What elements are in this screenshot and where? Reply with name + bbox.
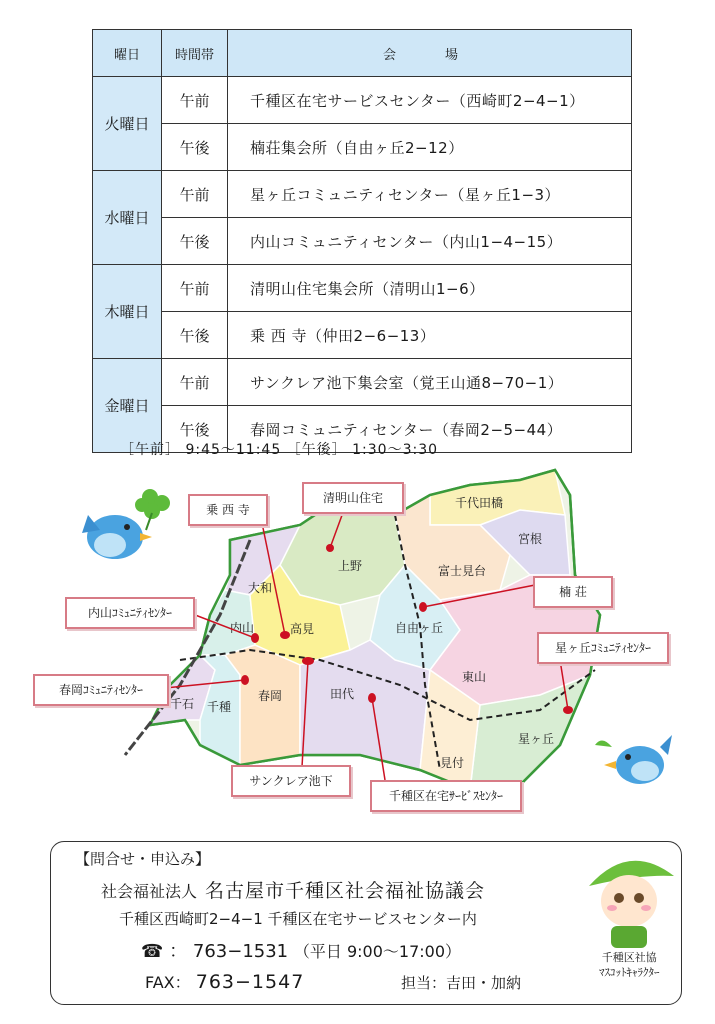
area-label: 星ヶ丘 bbox=[518, 732, 555, 746]
callout-haruoka-cc: 春岡ｺﾐｭﾆﾃｨｾﾝﾀｰ bbox=[33, 674, 169, 706]
slot-cell: 午後 bbox=[162, 312, 228, 359]
fax-label: FAX： bbox=[145, 973, 191, 992]
venue-cell: 楠荘集会所（自由ヶ丘2−12） bbox=[228, 124, 632, 171]
header-venue: 会 場 bbox=[228, 30, 632, 77]
marker-icon bbox=[563, 706, 573, 714]
tel-prefix: ： bbox=[169, 941, 188, 962]
org-line bbox=[101, 876, 485, 903]
header-day: 曜日 bbox=[93, 30, 162, 77]
area-label: 見付 bbox=[440, 756, 465, 770]
callout-seimeiyama: 清明山住宅 bbox=[302, 482, 404, 514]
callout-sunclair: サンクレア池下 bbox=[231, 765, 351, 797]
marker-icon bbox=[302, 657, 314, 665]
slot-cell: 午後 bbox=[162, 124, 228, 171]
table-row bbox=[93, 218, 632, 265]
marker-icon bbox=[368, 693, 376, 703]
tel-hours: （平日 9:00〜17:00） bbox=[293, 942, 462, 961]
mascot-label-line2: ﾏｽｺｯﾄｷｬﾗｸﾀｰ bbox=[599, 966, 660, 979]
area-label: 千代田橋 bbox=[455, 496, 504, 510]
callout-kusunoki: 楠 荘 bbox=[533, 576, 613, 608]
contact-box bbox=[50, 841, 682, 1005]
slot-cell: 午前 bbox=[162, 359, 228, 406]
marker-icon bbox=[280, 631, 290, 639]
fax-line bbox=[145, 970, 304, 993]
org-name: 名古屋市千種区社会福祉協議会 bbox=[205, 880, 486, 902]
bird-icon bbox=[82, 515, 152, 559]
marker-icon bbox=[419, 602, 427, 612]
day-cell: 火曜日 bbox=[93, 77, 162, 171]
table-row bbox=[93, 265, 632, 312]
area-label: 内山 bbox=[230, 621, 255, 635]
contact-heading: 【問合せ・申込み】 bbox=[75, 850, 211, 868]
marker-icon bbox=[326, 544, 334, 552]
day-cell: 水曜日 bbox=[93, 171, 162, 265]
marker-icon bbox=[251, 633, 259, 643]
table-row bbox=[93, 171, 632, 218]
slot-cell: 午後 bbox=[162, 218, 228, 265]
bird-icon bbox=[595, 735, 672, 784]
table-header-row bbox=[93, 30, 632, 77]
mascot-label-line1: 千種区社協 bbox=[601, 951, 657, 964]
slot-cell: 午前 bbox=[162, 77, 228, 124]
venue-cell: 春岡コミュニティセンター（春岡2−5−44） bbox=[228, 406, 632, 453]
tel-line bbox=[141, 937, 461, 963]
mascot-label bbox=[599, 950, 660, 980]
area-label: 春岡 bbox=[258, 689, 283, 703]
area-label: 千石 bbox=[170, 697, 195, 711]
slot-cell: 午前 bbox=[162, 171, 228, 218]
day-cell: 金曜日 bbox=[93, 359, 162, 453]
area-label: 富士見台 bbox=[438, 564, 487, 578]
header-time: 時間帯 bbox=[162, 30, 228, 77]
venue-cell: 乗 西 寺（仲田2−6−13） bbox=[228, 312, 632, 359]
table-row bbox=[93, 77, 632, 124]
mascot-icon bbox=[579, 846, 679, 951]
tel-number: 763−1531 bbox=[192, 941, 289, 962]
area-label: 東山 bbox=[462, 670, 487, 684]
area-label: 大和 bbox=[248, 581, 273, 595]
callout-josaiji: 乗 西 寺 bbox=[188, 494, 268, 526]
area-label: 上野 bbox=[338, 559, 363, 573]
marker-icon bbox=[241, 675, 249, 685]
slot-cell: 午前 bbox=[162, 265, 228, 312]
callout-uchiyama-cc: 内山ｺﾐｭﾆﾃｨｾﾝﾀｰ bbox=[65, 597, 195, 629]
area-label: 高見 bbox=[290, 622, 315, 636]
fax-number: 763−1547 bbox=[195, 971, 305, 993]
venue-cell: 清明山住宅集会所（清明山1−6） bbox=[228, 265, 632, 312]
org-prefix: 社会福祉法人 bbox=[101, 882, 198, 901]
phone-icon: ☎ bbox=[141, 941, 164, 962]
table-row bbox=[93, 359, 632, 406]
day-cell: 木曜日 bbox=[93, 265, 162, 359]
table-row bbox=[93, 312, 632, 359]
venue-cell: サンクレア池下集会室（覚王山通8−70−1） bbox=[228, 359, 632, 406]
area-label: 田代 bbox=[330, 687, 355, 701]
area-label: 自由ヶ丘 bbox=[395, 621, 444, 635]
staff-line: 担当：吉田・加納 bbox=[401, 974, 522, 992]
venue-cell: 星ヶ丘コミュニティセンター（星ヶ丘1−3） bbox=[228, 171, 632, 218]
contact-address: 千種区西崎町2−4−1 千種区在宅サービスセンター内 bbox=[119, 910, 477, 928]
table-row bbox=[93, 124, 632, 171]
clover-icon bbox=[135, 489, 170, 530]
session-times: ［午前］ 9:45〜11:45 ［午後］ 1:30〜3:30 bbox=[120, 442, 439, 458]
slot-cell: 午後 bbox=[162, 406, 228, 453]
callout-hoshigaoka-cc: 星ヶ丘ｺﾐｭﾆﾃｨｾﾝﾀｰ bbox=[537, 632, 669, 664]
area-label: 宮根 bbox=[518, 532, 543, 546]
schedule-table bbox=[92, 29, 632, 453]
callout-service-center: 千種区在宅ｻｰﾋﾞｽｾﾝﾀｰ bbox=[370, 780, 522, 812]
venue-cell: 内山コミュニティセンター（内山1−4−15） bbox=[228, 218, 632, 265]
area-label: 千種 bbox=[207, 700, 232, 714]
venue-cell: 千種区在宅サービスセンター（西崎町2−4−1） bbox=[228, 77, 632, 124]
